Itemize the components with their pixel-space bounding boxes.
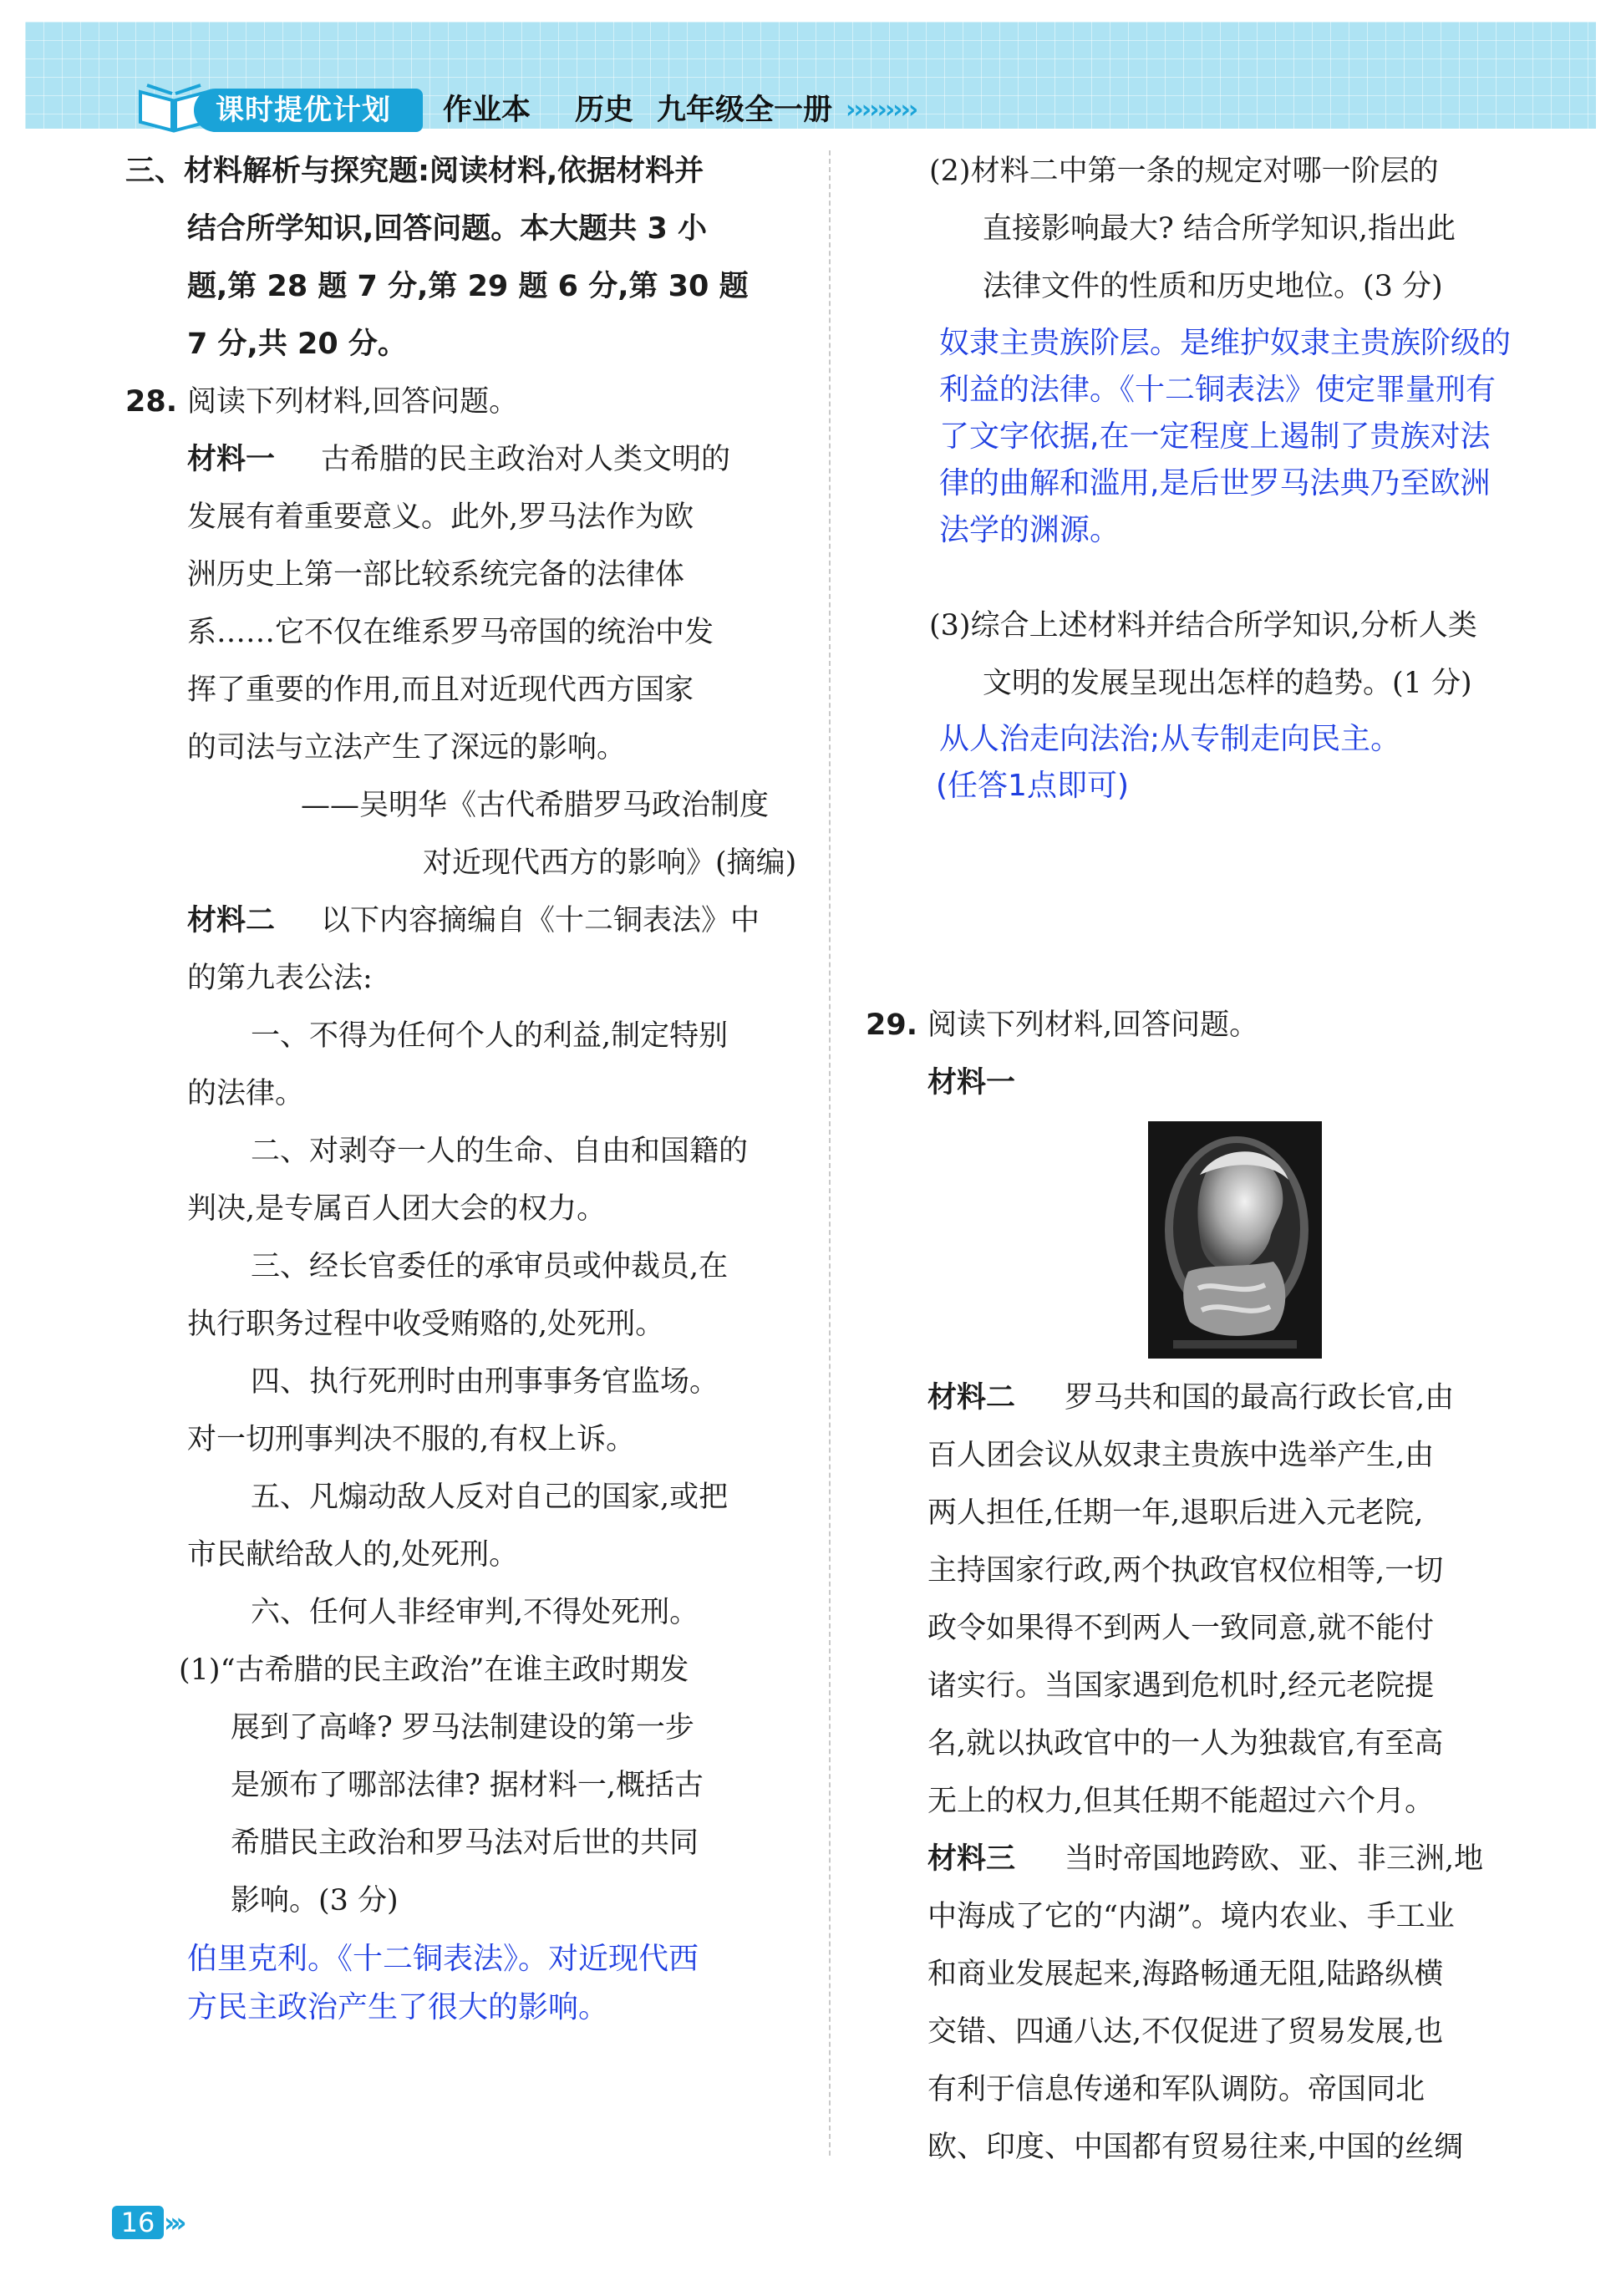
material-text: 有利于信息传递和军队调防。帝国同北 — [927, 2073, 1425, 2106]
sub-question: 希腊民主政治和罗马法对后世的共同 — [231, 1826, 699, 1860]
material-text: 主持国家行政,两个执政官权位相等,一切 — [927, 1554, 1444, 1587]
material-text: 当时帝国地跨欧、亚、非三洲,地 — [1065, 1842, 1484, 1876]
law-rule: 执行职务过程中收受贿赂的,处死刑。 — [187, 1308, 665, 1341]
answer-text: (任答1点即可) — [936, 769, 1129, 803]
law-rule: 的法律。 — [187, 1077, 305, 1110]
material-text: 的司法与立法产生了深远的影响。 — [187, 731, 627, 764]
material-text: 发展有着重要意义。此外,罗马法作为欧 — [187, 500, 694, 534]
section-heading-line: 三、材料解析与探究题:阅读材料,依据材料并 — [125, 155, 704, 188]
material-text: 古希腊的民主政治对人类文明的 — [321, 443, 731, 476]
material-text: 两人担任,任期一年,退职后进入元老院, — [927, 1496, 1424, 1530]
law-rule: 五、凡煽动敌人反对自己的国家,或把 — [251, 1481, 729, 1514]
page-arrows: ››› — [164, 2207, 182, 2238]
sub-question: 是颁布了哪部法律? 据材料一,概括古 — [231, 1769, 704, 1802]
material-source: ——吴明华《古代希腊罗马政治制度 — [301, 789, 770, 822]
law-rule: 一、不得为任何个人的利益,制定特别 — [251, 1019, 729, 1053]
law-rule: 判决,是专属百人团大会的权力。 — [187, 1192, 607, 1226]
sub-question: 直接影响最大? 结合所学知识,指出此 — [983, 212, 1456, 246]
material-text: 罗马共和国的最高行政长官,由 — [1065, 1381, 1455, 1415]
page-number: 16 — [112, 2206, 164, 2239]
material-text: 系……它不仅在维系罗马帝国的统治中发 — [187, 616, 714, 649]
answer-text: 伯里克利。《十二铜表法》。对近现代西 — [187, 1942, 699, 1976]
material-text: 中海成了它的“内湖”。境内农业、手工业 — [927, 1900, 1455, 1933]
material-label: 材料一 — [927, 1066, 1016, 1100]
book-type: 作业本 — [443, 94, 531, 127]
answer-text: 利益的法律。《十二铜表法》使定罪量刑有 — [939, 373, 1497, 407]
sub-question: (2)材料二中第一条的规定对哪一阶层的 — [929, 155, 1439, 188]
material-label: 材料三 — [927, 1842, 1016, 1876]
law-rule: 对一切刑事判决不服的,有权上诉。 — [187, 1423, 636, 1456]
answer-text: 奴隶主贵族阶层。是维护奴隶主贵族阶级的 — [939, 326, 1512, 360]
subject: 历史 — [575, 94, 634, 127]
law-rule: 四、执行死刑时由刑事事务官监场。 — [251, 1365, 719, 1399]
section-heading-line: 结合所学知识,回答问题。本大题共 3 小 — [187, 212, 708, 246]
sub-question: 影响。(3 分) — [231, 1884, 399, 1918]
answer-text: 法学的渊源。 — [939, 513, 1121, 547]
law-rule: 二、对剥夺一人的生命、自由和国籍的 — [251, 1135, 749, 1168]
section-heading-line: 题,第 28 题 7 分,第 29 题 6 分,第 30 题 — [187, 270, 749, 303]
answer-text: 从人治走向法治;从专制走向民主。 — [939, 722, 1401, 756]
sub-question: (1)“古希腊的民主政治”在谁主政时期发 — [179, 1653, 689, 1687]
sub-question: 文明的发展呈现出怎样的趋势。(1 分) — [983, 667, 1472, 700]
material-label: 材料二 — [927, 1381, 1016, 1415]
sub-question: 展到了高峰? 罗马法制建设的第一步 — [231, 1711, 694, 1745]
material-text: 无上的权力,但其任期不能超过六个月。 — [927, 1785, 1435, 1818]
material-text: 百人团会议从奴隶主贵族中选举产生,由 — [927, 1439, 1435, 1472]
material-text: 名,就以执政官中的一人为独裁官,有至高 — [927, 1727, 1444, 1760]
question-intro: 阅读下列材料,回答问题。 — [927, 1008, 1259, 1042]
material-label: 材料二 — [187, 904, 276, 937]
material-text: 政令如果得不到两人一致同意,就不能付 — [927, 1612, 1435, 1645]
question-number: 28. — [125, 385, 178, 419]
law-rule: 六、任何人非经审判,不得处死刑。 — [251, 1596, 699, 1629]
material-text: 的第九表公法: — [187, 962, 373, 995]
question-number: 29. — [866, 1008, 918, 1042]
sub-question: 法律文件的性质和历史地位。(3 分) — [983, 270, 1443, 303]
cameo-portrait-image — [1148, 1121, 1322, 1359]
material-text: 以下内容摘编自《十二铜表法》中 — [321, 904, 760, 937]
section-heading-line: 7 分,共 20 分。 — [187, 328, 407, 361]
law-rule: 市民献给敌人的,处死刑。 — [187, 1538, 519, 1572]
answer-text: 律的曲解和滥用,是后世罗马法典乃至欧洲 — [939, 466, 1491, 500]
header-arrows: ››››››››› — [846, 95, 917, 124]
answer-text: 了文字依据,在一定程度上遏制了贵族对法 — [939, 419, 1491, 454]
material-label: 材料一 — [187, 443, 276, 476]
material-text: 诸实行。当国家遇到危机时,经元老院提 — [927, 1669, 1435, 1703]
question-intro: 阅读下列材料,回答问题。 — [187, 385, 519, 419]
grade: 九年级全一册 — [657, 94, 833, 127]
sub-question: (3)综合上述材料并结合所学知识,分析人类 — [929, 609, 1477, 643]
answer-text: 方民主政治产生了很大的影响。 — [187, 1990, 609, 2024]
material-text: 挥了重要的作用,而且对近现代西方国家 — [187, 673, 694, 707]
material-text: 欧、印度、中国都有贸易往来,中国的丝绸 — [927, 2131, 1464, 2164]
series-title: 课时提优计划 — [194, 89, 423, 132]
material-text: 和商业发展起来,海路畅通无阻,陆路纵横 — [927, 1958, 1444, 1991]
material-text: 交错、四通八达,不仅促进了贸易发展,也 — [927, 2015, 1444, 2049]
column-divider — [829, 150, 831, 2156]
material-source: 对近现代西方的影响》(摘编) — [423, 846, 797, 880]
material-text: 洲历史上第一部比较系统完备的法律体 — [187, 558, 685, 592]
law-rule: 三、经长官委任的承审员或仲裁员,在 — [251, 1250, 729, 1283]
